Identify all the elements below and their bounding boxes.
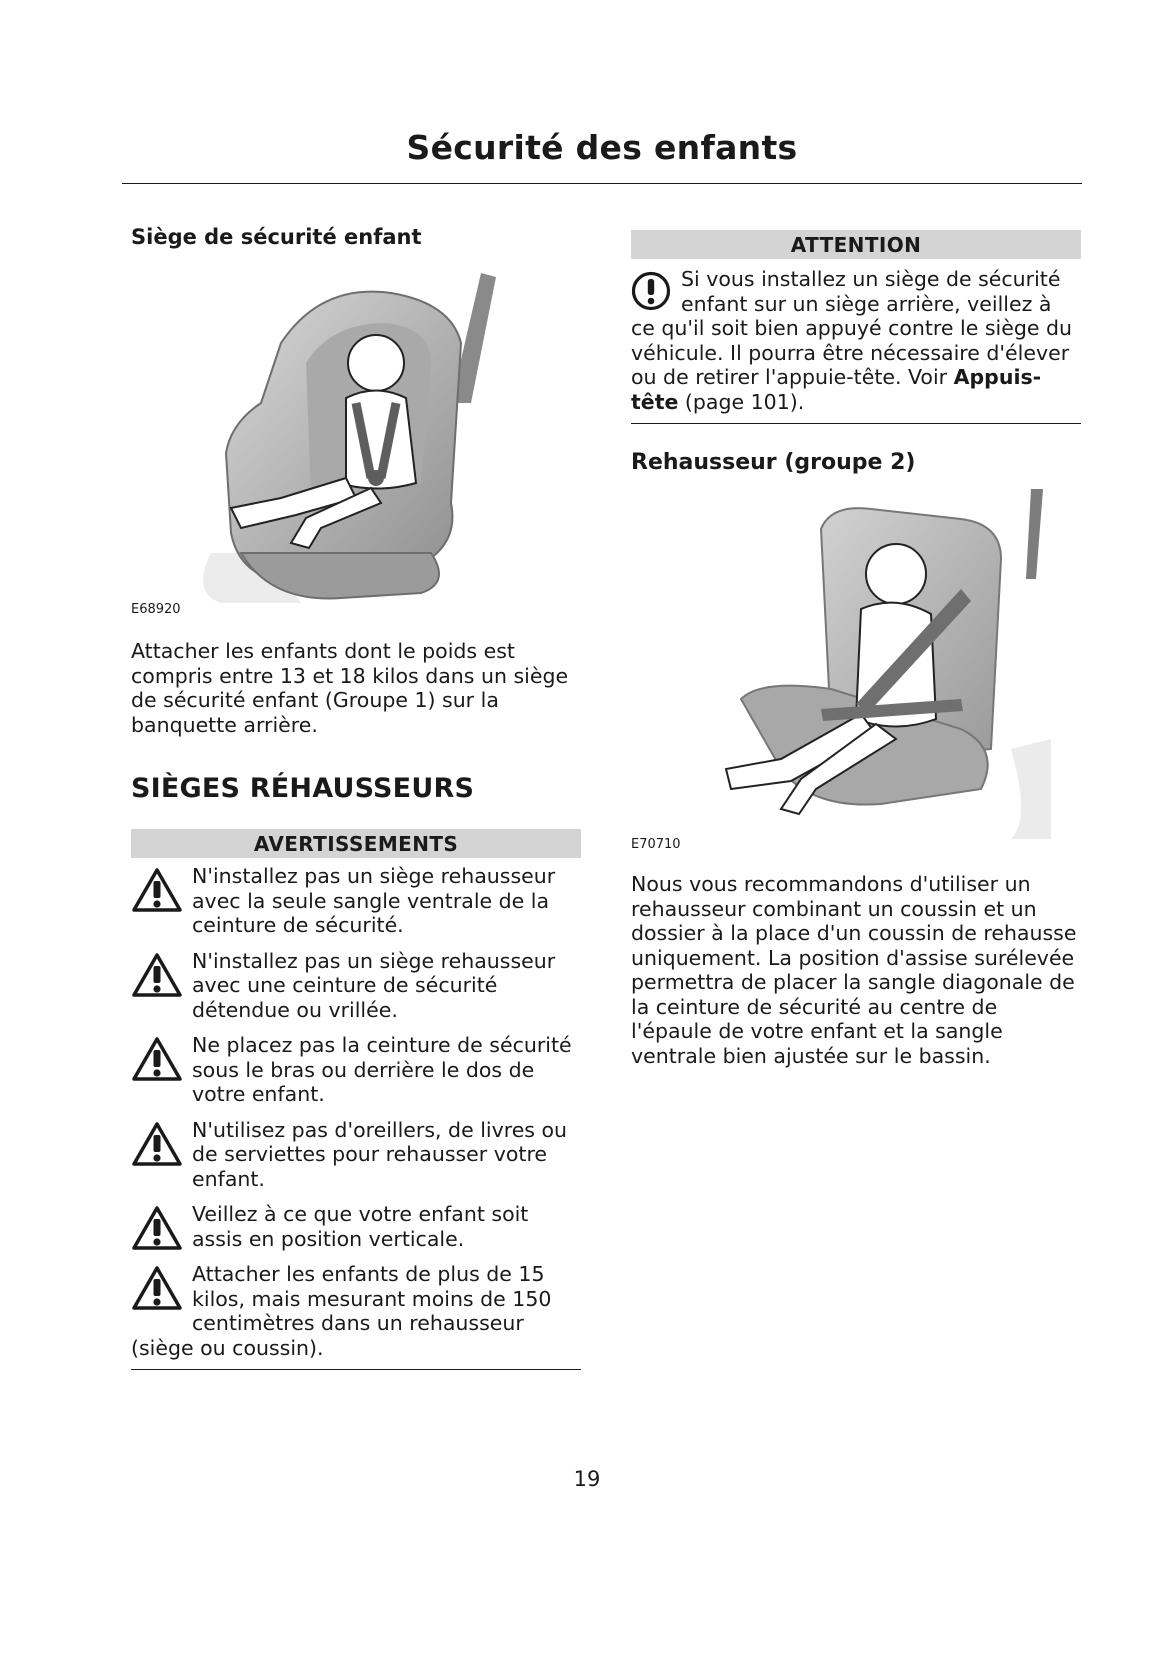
figure-code-e68920: E68920 [131, 602, 181, 617]
warning-triangle-icon [131, 1121, 183, 1167]
warning-item [131, 864, 581, 938]
left-column [131, 225, 581, 1370]
warning-text: N'installez pas un siège rehausseur avec la seule sangle ventrale de la ceinture de sécurité. [192, 864, 556, 937]
warning-triangle-icon [131, 1265, 183, 1311]
warning-triangle-icon [131, 867, 183, 913]
attention-text [631, 267, 1081, 414]
warning-item [131, 1118, 581, 1192]
booster-seat-illustration [631, 489, 1071, 839]
booster-recommendation-paragraph: Nous vous recommandons d'utiliser un rehausseur combinant un coussin et un dossier à la place d'un coussin de rehausse uniquement. La position d'assise surélevée permettra de placer la sangle diagonale de la ceinture de sécurité au centre de l'épaule de votre enfant et la sangle ventrale bien ajustée sur le bassin. [631, 872, 1077, 1068]
exclamation-circle-icon [631, 271, 671, 311]
booster-group2-subheading: Rehausseur (groupe 2) [631, 450, 916, 475]
warning-text: Veillez à ce que votre enfant soit assis en position verticale. [192, 1202, 529, 1251]
title-divider [122, 183, 1082, 184]
group1-paragraph: Attacher les enfants dont le poids est compris entre 13 et 18 kilos dans un siège de sécurité enfant (Groupe 1) sur la banquette arrière. [131, 639, 569, 737]
attention-end-rule [631, 423, 1081, 424]
warnings-end-rule [131, 1369, 581, 1370]
child-seat-subheading: Siège de sécurité enfant [131, 225, 422, 249]
warning-text-tail: (siège ou coussin). [131, 1335, 324, 1360]
warning-triangle-icon [131, 952, 183, 998]
attention-body: Si vous installez un siège de sécurité enfant sur un siège arrière, veillez à ce qu'il soit bien appuyé contre le siège du véhicule. Il pourra être nécessaire d'élever ou de retirer l'appuie-tête. Voir [631, 267, 1073, 389]
warning-text-line: centimètres dans un rehausseur [192, 1311, 524, 1335]
headrest-link[interactable]: Appuis-tête [631, 365, 1042, 414]
page-title: Sécurité des enfants [406, 128, 798, 167]
warning-item [131, 1262, 581, 1360]
warning-text: N'utilisez pas d'oreillers, de livres ou de serviettes pour rehausser votre enfant. [192, 1117, 568, 1191]
figure-code-e70710: E70710 [631, 837, 681, 852]
warning-text: N'installez pas un siège rehausseur avec une ceinture de sécurité détendue ou vrillée. [192, 948, 556, 1022]
warning-triangle-icon [131, 1036, 183, 1082]
warning-item [131, 1202, 581, 1251]
warning-text: Ne placez pas la ceinture de sécurité sous le bras ou derrière le dos de votre enfant. [192, 1033, 572, 1106]
warning-triangle-icon [131, 1205, 183, 1251]
warning-text-line: Attacher les enfants de plus de 15 [192, 1262, 545, 1286]
page-number: 19 [573, 1467, 601, 1491]
warnings-header: AVERTISSEMENTS [131, 829, 581, 858]
attention-box [631, 267, 1081, 414]
warning-text-line: kilos, mais mesurant moins de 150 [192, 1286, 552, 1311]
warnings-list [131, 864, 581, 1360]
page-reference: (page 101). [678, 389, 805, 414]
right-column [631, 230, 1081, 1068]
child-seat-illustration [131, 253, 571, 603]
booster-seats-heading: SIÈGES RÉHAUSSEURS [131, 773, 475, 804]
warning-item [131, 949, 581, 1023]
warning-item [131, 1033, 581, 1107]
attention-header: ATTENTION [631, 230, 1081, 259]
